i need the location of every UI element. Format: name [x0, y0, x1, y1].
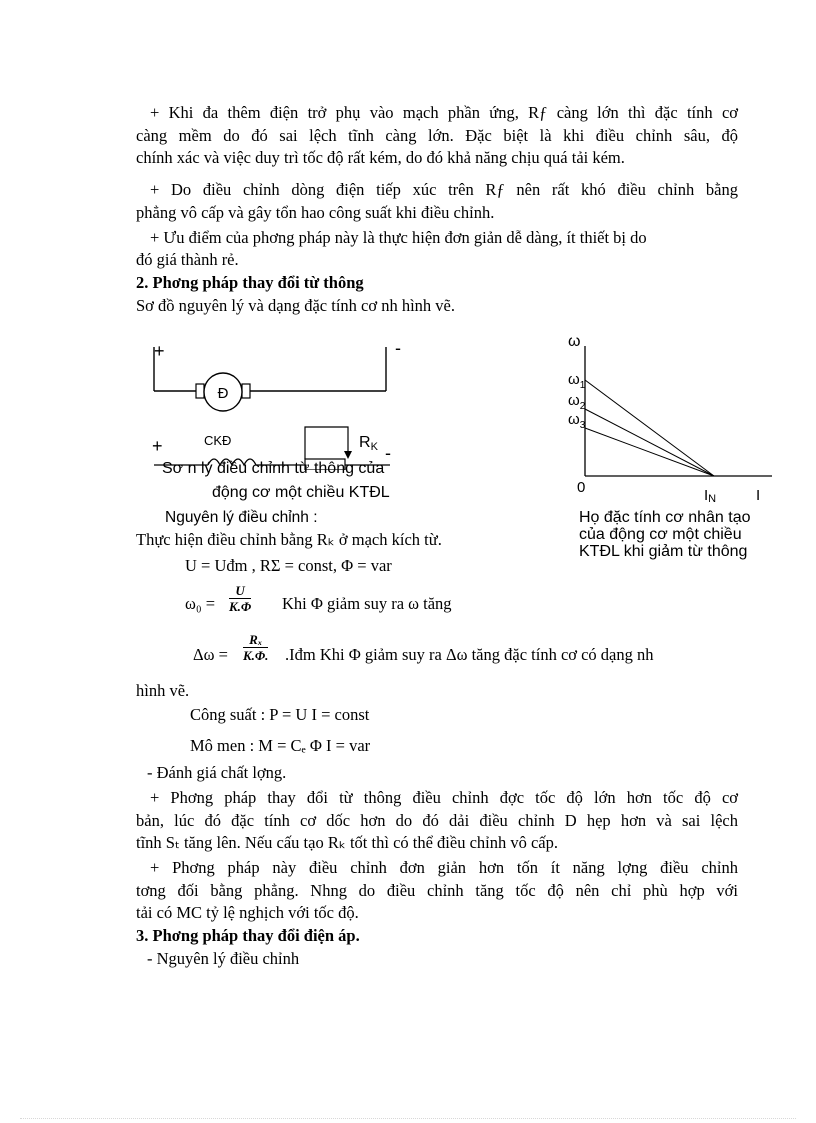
- circuit-diagram: [140, 335, 430, 470]
- paragraph-3-line-1: + Ưu điểm của phơng pháp này là thực hiện đơn giản dễ dàng, ít thiết bị do: [150, 228, 647, 247]
- plus-top-sign: +: [154, 341, 165, 361]
- equation-delta-omega-left: Δω =: [193, 645, 228, 664]
- omega-1-label: $\omega_1$: [568, 371, 586, 391]
- motor-label: Đ: [217, 385, 229, 402]
- section-3-subheading: - Nguyên lý điều chỉnh: [147, 949, 300, 968]
- evaluation-title: - Đánh giá chất lợng.: [147, 763, 287, 782]
- equation-moment: Mô men : M = Cₑ Φ I = var: [190, 736, 371, 755]
- evaluation-1-line-3: tĩnh Sₜ tăng lên. Nếu cấu tạo Rₖ tốt thì có thể điều chỉnh vô cấp.: [136, 833, 559, 852]
- rated-current-label: IN: [704, 487, 717, 505]
- section-2-intro: Sơ đồ nguyên lý và dạng đặc tính cơ nh hình vẽ.: [136, 296, 455, 315]
- principle-text: Thực hiện điều chỉnh bằng Rₖ ở mạch kích từ.: [136, 530, 442, 549]
- paragraph-2-line-2: phẳng vô cấp và gây tổn hao công suất khi điều chỉnh.: [136, 203, 495, 222]
- paragraph-1-line-2: càng mềm do đó sai lệch tĩnh càng lớn. Đặc biệt là khi điều chỉnh sâu, độ: [136, 126, 738, 145]
- graph-caption-line-3: KTĐL khi giảm từ thông: [579, 543, 748, 560]
- evaluation-1-line-2: bản, lúc đó đặc tính cơ dốc hơn do đó dải điều chỉnh D hẹp hơn và sai lệch: [136, 811, 738, 830]
- equation-omega0-left: ω₀ =: [185, 594, 216, 613]
- equation-omega0-fraction: [229, 583, 251, 614]
- characteristic-line-1: [585, 380, 714, 476]
- circuit-caption-line-2: động cơ một chiều KTĐL: [212, 484, 390, 501]
- right-brush: [242, 384, 250, 398]
- circuit-caption-line-1: Sơ n lý điều chỉnh từ thông của: [162, 460, 385, 477]
- rk-slider-wire: [305, 427, 348, 459]
- characteristic-line-3: [585, 428, 714, 476]
- minus-top-sign: -: [395, 338, 401, 358]
- graph-caption-line-1: Họ đặc tính cơ nhân tạo: [579, 509, 751, 526]
- omega0-numerator: U: [229, 583, 251, 599]
- plus-bottom-sign: +: [152, 436, 163, 456]
- delta-omega-denominator: K.Φ.: [243, 648, 269, 663]
- equation-power: Công suất : P = U I = const: [190, 705, 370, 724]
- x-axis-label: I: [756, 487, 761, 504]
- evaluation-2-line-3: tải có MC tỷ lệ nghịch với tốc độ.: [136, 903, 359, 922]
- principle-title: Nguyên lý điều chỉnh :: [165, 509, 318, 526]
- left-brush: [196, 384, 204, 398]
- paragraph-1-line-1: + Khi đa thêm điện trở phụ vào mạch phần ứng, Rƒ càng lớn thì đặc tính cơ: [150, 103, 738, 122]
- page-bottom-border: [20, 1118, 796, 1119]
- equation-conditions: U = Uđm , RΣ = const, Φ = var: [185, 556, 392, 575]
- section-3-heading: 3. Phơng pháp thay đổi điện áp.: [136, 926, 360, 945]
- paragraph-2-line-1: + Do điều chỉnh dòng điện tiếp xúc trên Rƒ nên rất khó điều chỉnh bằng: [150, 180, 738, 199]
- speed-torque-graph: [560, 328, 780, 508]
- delta-omega-numerator: Rₓ: [243, 632, 268, 648]
- paragraph-3-line-2: đó giá thành rẻ.: [136, 250, 239, 269]
- rk-label: RK: [359, 434, 378, 453]
- rk-slider-arrow: [344, 451, 352, 459]
- paragraph-1-line-3: chính xác và việc duy trì tốc độ rất kém, do đó khả năng chịu quá tải kém.: [136, 148, 625, 167]
- omega-2-label: $\omega_2$: [568, 392, 586, 412]
- evaluation-2-line-1: + Phơng pháp này điều chỉnh đơn giản hơn tốn ít năng lợng điều chỉnh: [150, 858, 738, 877]
- evaluation-2-line-2: tơng đối bằng phẳng. Nhng do điều chỉnh tăng tốc độ nên chỉ phù hợp với: [136, 881, 738, 900]
- section-2-heading: 2. Phơng pháp thay đổi từ thông: [136, 273, 364, 292]
- equation-delta-omega-right: .Iđm Khi Φ giảm suy ra Δω tăng đặc tính cơ có dạng nh: [285, 645, 654, 664]
- graph-caption-line-2: của động cơ một chiều: [579, 526, 742, 543]
- minus-bottom-sign: -: [385, 443, 391, 463]
- origin-label: 0: [577, 479, 586, 496]
- equation-omega0-right: Khi Φ giảm suy ra ω tăng: [282, 594, 452, 613]
- field-winding-label: CKĐ: [204, 433, 232, 448]
- characteristic-line-2: [585, 409, 714, 476]
- equation-delta-omega-fraction: [243, 632, 268, 663]
- omega-3-label: $\omega_3$: [568, 411, 586, 431]
- equation-delta-omega-continuation: hình vẽ.: [136, 681, 190, 700]
- omega0-denominator: K.Φ: [229, 599, 252, 614]
- evaluation-1-line-1: + Phơng pháp thay đổi từ thông điều chỉnh đợc tốc độ lớn hơn tốc độ cơ: [150, 788, 738, 807]
- y-axis-label: ω: [568, 333, 581, 350]
